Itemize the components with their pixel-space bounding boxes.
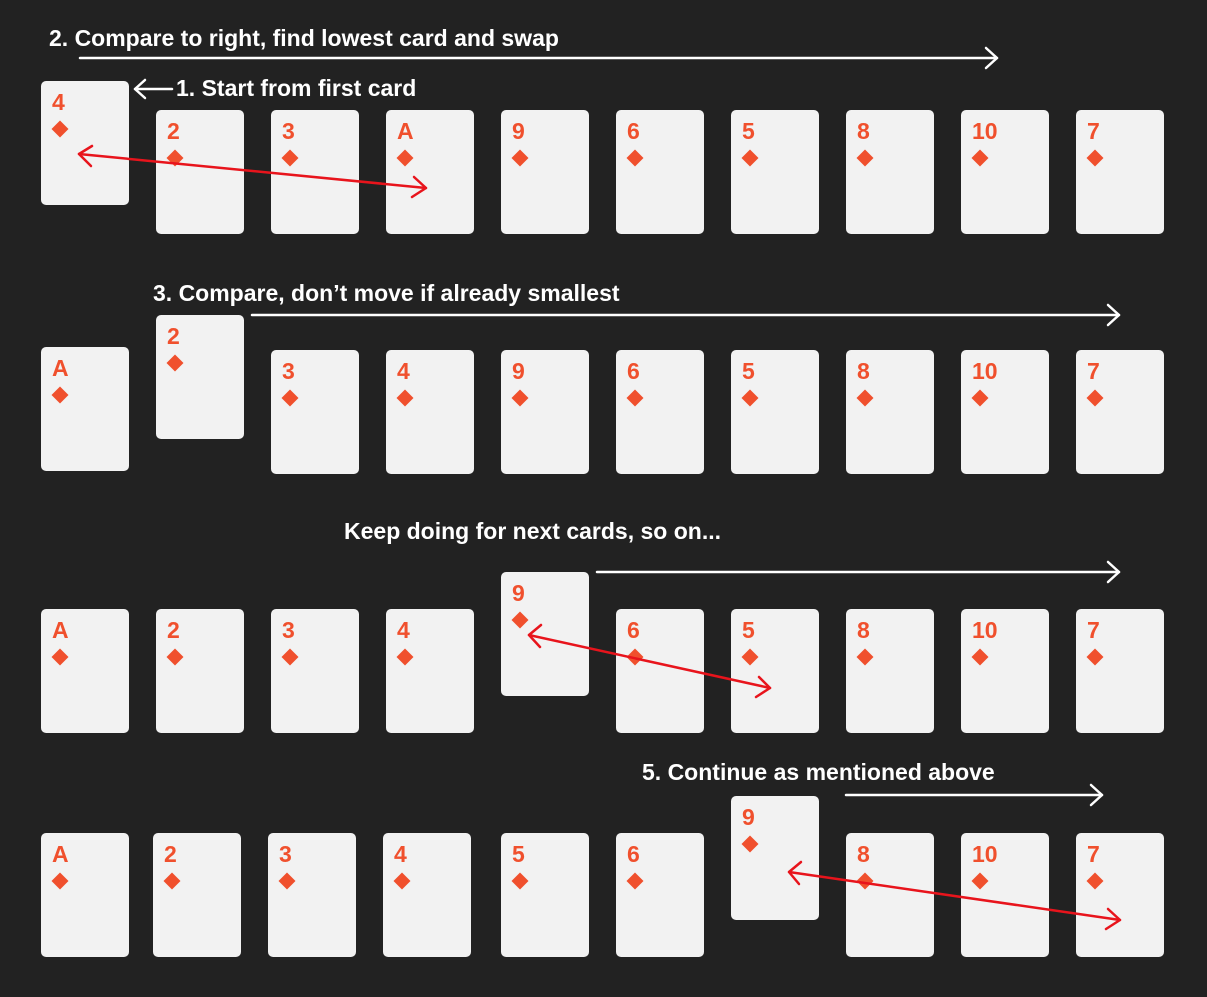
playing-card: [846, 609, 934, 733]
card-rank: A: [52, 617, 69, 643]
card-rank: A: [397, 118, 414, 144]
playing-card: [731, 350, 819, 474]
playing-card: [41, 833, 129, 957]
playing-card: [616, 350, 704, 474]
playing-card: [731, 110, 819, 234]
swap-arrow-icon: [79, 146, 426, 197]
playing-card: [846, 110, 934, 234]
card-rank: 2: [164, 841, 177, 867]
step-5-label: 5. Continue as mentioned above: [642, 759, 995, 785]
playing-card: [383, 833, 471, 957]
playing-card: [386, 350, 474, 474]
diamond-icon: [52, 387, 69, 404]
card-rank: 3: [282, 118, 295, 144]
step-4-label: Keep doing for next cards, so on...: [344, 518, 721, 544]
playing-card: [156, 609, 244, 733]
diamond-icon: [512, 612, 529, 629]
card-rank: 10: [972, 358, 998, 384]
playing-card: [501, 833, 589, 957]
diamond-icon: [282, 390, 299, 407]
card-rank: 10: [972, 118, 998, 144]
card-rank: 4: [52, 89, 65, 115]
diamond-icon: [857, 873, 874, 890]
playing-card: [153, 833, 241, 957]
diamond-icon: [512, 873, 529, 890]
playing-card: [268, 833, 356, 957]
playing-card: [616, 609, 704, 733]
playing-card: [1076, 110, 1164, 234]
playing-card: [41, 609, 129, 733]
card-rank: 3: [282, 617, 295, 643]
diamond-icon: [282, 150, 299, 167]
playing-card: [731, 609, 819, 733]
diamond-icon: [1087, 390, 1104, 407]
card-rank: 6: [627, 841, 640, 867]
step-3-label: 3. Compare, don’t move if already smallest: [153, 280, 620, 306]
diamond-icon: [1087, 150, 1104, 167]
diamond-icon: [512, 150, 529, 167]
diamond-icon: [742, 150, 759, 167]
card-rank: 2: [167, 118, 180, 144]
card-rank: 8: [857, 358, 870, 384]
swap-arrow-icon: [789, 862, 1120, 929]
card-rank: 8: [857, 118, 870, 144]
diamond-icon: [512, 390, 529, 407]
diamond-icon: [972, 873, 989, 890]
playing-card: [616, 833, 704, 957]
playing-card: [156, 315, 244, 439]
card-rank: 8: [857, 617, 870, 643]
playing-card: [271, 110, 359, 234]
diamond-icon: [627, 649, 644, 666]
card-rank: A: [52, 355, 69, 381]
diamond-icon: [627, 150, 644, 167]
playing-card: [386, 110, 474, 234]
step-2-label: 2. Compare to right, find lowest card and swap: [49, 25, 559, 51]
diamond-icon: [972, 649, 989, 666]
playing-card: [386, 609, 474, 733]
card-rank: 10: [972, 841, 998, 867]
card-rank: 9: [742, 804, 755, 830]
diamond-icon: [857, 649, 874, 666]
diamond-icon: [394, 873, 411, 890]
start-pointer-arrow-icon: [135, 80, 172, 98]
diamond-icon: [397, 390, 414, 407]
card-rank: 2: [167, 323, 180, 349]
diamond-icon: [972, 150, 989, 167]
diamond-icon: [397, 150, 414, 167]
playing-card: [846, 350, 934, 474]
card-rank: 2: [167, 617, 180, 643]
playing-card: [41, 81, 129, 205]
scan-arrow-icon: [597, 562, 1119, 582]
playing-card: [846, 833, 934, 957]
diamond-icon: [742, 649, 759, 666]
playing-card: [961, 609, 1049, 733]
card-rank: 10: [972, 617, 998, 643]
playing-card: [616, 110, 704, 234]
diamond-icon: [1087, 649, 1104, 666]
card-rank: 3: [279, 841, 292, 867]
card-rank: A: [52, 841, 69, 867]
scan-arrow-icon: [80, 48, 997, 68]
card-rank: 4: [397, 617, 410, 643]
playing-card: [1076, 350, 1164, 474]
playing-card: [156, 110, 244, 234]
diamond-icon: [167, 649, 184, 666]
card-rank: 7: [1087, 118, 1100, 144]
card-rank: 6: [627, 118, 640, 144]
diamond-icon: [279, 873, 296, 890]
card-rank: 9: [512, 118, 525, 144]
card-rank: 9: [512, 358, 525, 384]
diamond-icon: [1087, 873, 1104, 890]
playing-card: [271, 350, 359, 474]
diamond-icon: [164, 873, 181, 890]
card-rank: 7: [1087, 358, 1100, 384]
step-1-label: 1. Start from first card: [176, 75, 417, 101]
card-rank: 9: [512, 580, 525, 606]
card-rank: 7: [1087, 841, 1100, 867]
playing-card: [961, 833, 1049, 957]
card-rank: 8: [857, 841, 870, 867]
diamond-icon: [52, 121, 69, 138]
diamond-icon: [857, 150, 874, 167]
card-rank: 4: [397, 358, 410, 384]
card-rank: 5: [512, 841, 525, 867]
scan-arrow-icon: [846, 785, 1102, 805]
playing-card: [501, 110, 589, 234]
diamond-icon: [397, 649, 414, 666]
diamond-icon: [742, 390, 759, 407]
scan-arrow-icon: [252, 305, 1119, 325]
playing-card: [501, 350, 589, 474]
diamond-icon: [167, 150, 184, 167]
playing-card: [1076, 609, 1164, 733]
diamond-icon: [52, 873, 69, 890]
card-rank: 5: [742, 118, 755, 144]
card-rank: 7: [1087, 617, 1100, 643]
card-rank: 5: [742, 358, 755, 384]
diamond-icon: [857, 390, 874, 407]
card-rank: 5: [742, 617, 755, 643]
card-rank: 4: [394, 841, 407, 867]
diamond-icon: [972, 390, 989, 407]
diamond-icon: [627, 873, 644, 890]
playing-card: [1076, 833, 1164, 957]
playing-card: [41, 347, 129, 471]
playing-card: [271, 609, 359, 733]
diamond-icon: [742, 836, 759, 853]
diamond-icon: [167, 355, 184, 372]
card-rank: 6: [627, 358, 640, 384]
playing-card: [731, 796, 819, 920]
card-rank: 3: [282, 358, 295, 384]
playing-card: [961, 110, 1049, 234]
diamond-icon: [52, 649, 69, 666]
playing-card: [961, 350, 1049, 474]
diamond-icon: [627, 390, 644, 407]
diamond-icon: [282, 649, 299, 666]
playing-card: [501, 572, 589, 696]
card-rank: 6: [627, 617, 640, 643]
